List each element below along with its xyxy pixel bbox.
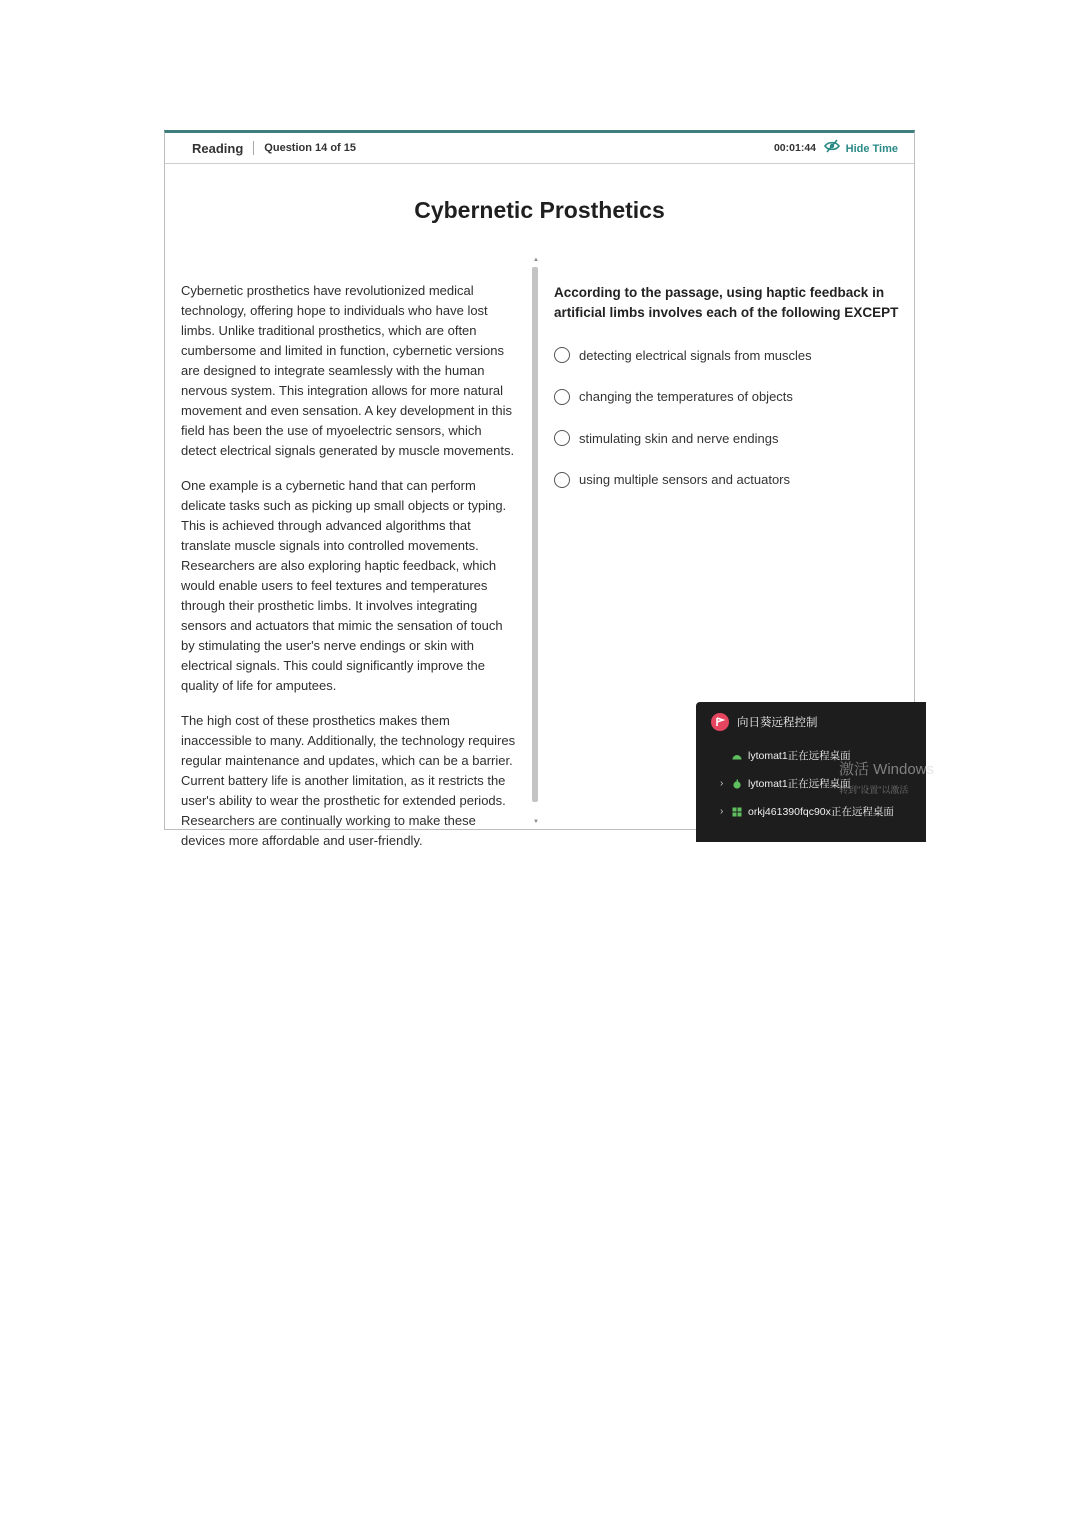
passage-paragraph: Cybernetic prosthetics have revolutionized medical technology, offering hope to individuals who have lost limbs. Unlike traditional prosthetics, which are often cumbersome and limited in function, cybernetic versions are designed to integrate seamlessly with the human nervous system. This integration allows for more natural movement and even sensation. A key development in this field has been the use of myoelectric sensors, which detect electrical signals generated by muscle movements.	[181, 283, 515, 458]
divider	[253, 141, 254, 155]
scrollbar-thumb[interactable]	[532, 267, 538, 802]
windows-activation-subtext: 转到"设置"以激活	[839, 785, 909, 795]
remote-session-row[interactable]	[720, 748, 851, 763]
passage-scrollbar[interactable]	[531, 257, 539, 831]
remote-session-row[interactable]	[720, 776, 851, 791]
test-window	[164, 130, 935, 848]
passage-paragraph: One example is a cybernetic hand that can perform delicate tasks such as picking up small objects or typing. This is achieved through advanced algorithms that translate muscle signals into controlled movements. Researchers are also exploring haptic feedback, which would enable users to feel textures and temperatures through their prosthetic limbs. It involves integrating sensors and actuators that mimic the sensation of touch by stimulating the user's nerve endings or skin with electrical signals. This could significantly improve the quality of life for amputees.	[181, 478, 507, 693]
remote-session-label: lytomat1正在远程桌面	[748, 778, 851, 790]
eye-slash-icon	[824, 139, 840, 158]
answer-option[interactable]	[554, 345, 904, 365]
remote-control-panel	[696, 702, 935, 842]
chevron-right-icon[interactable]: ›	[720, 778, 724, 789]
answer-option-label: changing the temperatures of objects	[579, 389, 793, 404]
chevron-right-icon[interactable]: ›	[720, 806, 724, 817]
answer-option[interactable]	[554, 428, 904, 448]
section-label: Reading	[192, 140, 244, 156]
question-counter: Question 14 of 15	[264, 142, 356, 154]
windows-icon	[732, 807, 744, 817]
windows-activation-watermark: 激活 Windows	[839, 761, 935, 778]
radio-button[interactable]	[554, 389, 570, 405]
remote-session-label: lytomat1正在远程桌面	[748, 750, 851, 762]
passage-pane[interactable]	[181, 281, 518, 848]
question-stem: According to the passage, using haptic feedback in artificial limbs involves each of the following EXCEPT	[554, 285, 899, 320]
remote-panel-header	[711, 713, 818, 731]
passage-title: Cybernetic Prosthetics	[414, 197, 665, 223]
android-icon	[732, 752, 744, 760]
answer-option-label: detecting electrical signals from muscles	[579, 347, 812, 363]
passage-paragraph: The high cost of these prosthetics makes them inaccessible to many. Additionally, the technology requires regular maintenance and updates, which can be a barrier. Current battery life is another limitation, as it restricts the user's ability to wear the prosthetic for extended periods. Researchers are continually working to make these devices more affordable and user-friendly.	[181, 713, 516, 848]
radio-button[interactable]	[554, 430, 570, 446]
remote-session-label: orkj461390fqc90x正在远程桌面	[748, 806, 894, 818]
hide-time-button[interactable]	[824, 139, 898, 158]
answer-option[interactable]	[554, 387, 904, 407]
remote-panel-title: 向日葵远程控制	[737, 717, 818, 729]
apple-icon	[732, 779, 744, 789]
remote-session-row[interactable]	[720, 804, 894, 819]
sunflower-logo-icon	[711, 713, 729, 731]
timer: 00:01:44	[773, 142, 816, 154]
top-bar	[165, 133, 914, 164]
question-pane	[554, 283, 904, 511]
answer-option-label: using multiple sensors and actuators	[579, 472, 791, 487]
hide-time-label: Hide Time	[845, 142, 898, 155]
answer-option[interactable]	[554, 470, 904, 490]
answer-option-label: stimulating skin and nerve endings	[579, 430, 779, 446]
radio-button[interactable]	[554, 472, 570, 488]
radio-button[interactable]	[554, 347, 570, 363]
scroll-down-arrow-icon[interactable]: ▼	[533, 819, 539, 825]
scroll-up-arrow-icon[interactable]: ▲	[533, 257, 539, 263]
